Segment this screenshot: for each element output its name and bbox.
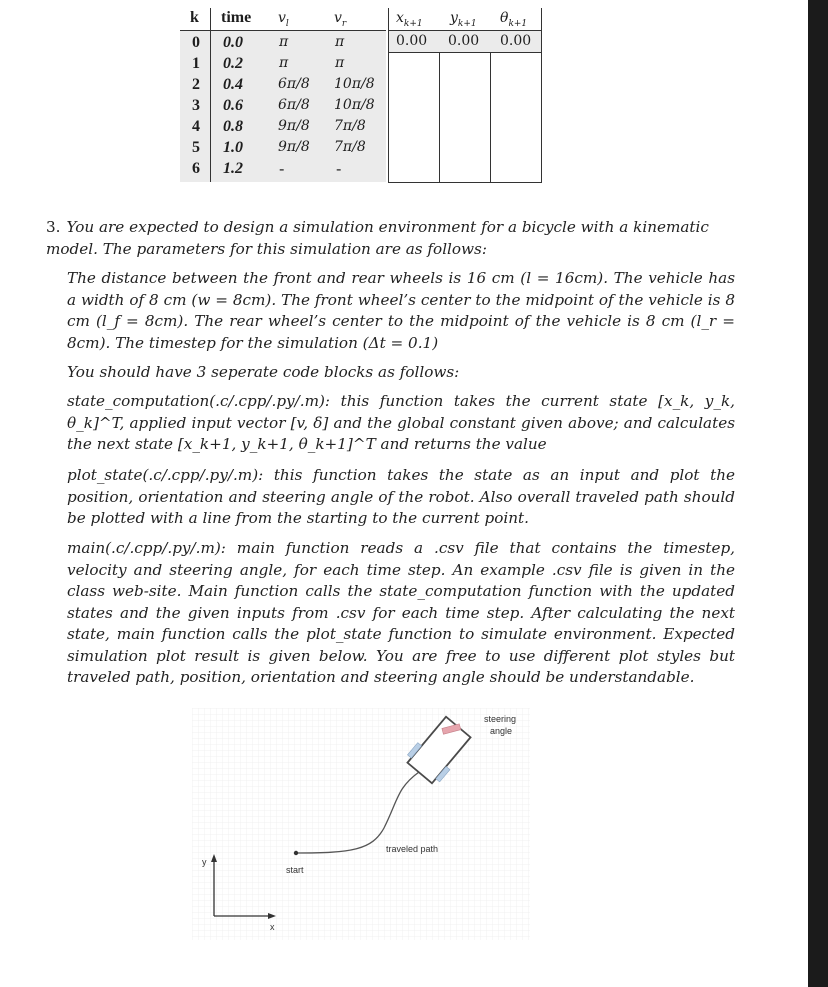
path-label: traveled path: [386, 844, 439, 854]
cell-k: 6: [192, 160, 200, 177]
cell-vl: π: [279, 34, 289, 50]
cell-time: 1.2: [223, 160, 243, 177]
table-bottom-rule: [388, 182, 542, 183]
cell-vr: -: [336, 159, 342, 178]
cell-vl: 9π/8: [278, 139, 310, 155]
state-divider-left: [388, 8, 389, 182]
question-intro-text: You are expected to design a simulation environment for a bicycle with a kinematic model. The parameters for this simulation are as follows:: [46, 218, 709, 258]
simulation-plot: [192, 708, 530, 940]
grid-background: [192, 708, 530, 940]
blocks-intro: You should have 3 seperate code blocks as follows:: [67, 363, 460, 381]
cell-vl: 6π/8: [278, 97, 310, 113]
cell-k: 4: [192, 118, 200, 135]
simulation-figure: [192, 708, 530, 940]
block-plot-state: plot_state(.c/.cpp/.py/.m): this function takes the state as an input and plot the position, orientation and steering angle of the robot. Also overall traveled path should be plotted with a line from the starting to the current point.: [67, 466, 735, 527]
cell-x: 0.00: [396, 33, 428, 49]
steering-label-line2: angle: [490, 726, 513, 736]
y-axis-label: y: [202, 857, 207, 867]
question-number: 3.: [46, 218, 61, 236]
cell-time: 0.4: [223, 76, 243, 93]
cell-time: 0.0: [223, 34, 243, 51]
start-point: [294, 851, 298, 855]
cell-vr: 10π/8: [334, 97, 375, 113]
cell-vr: 10π/8: [334, 76, 375, 92]
cell-time: 0.8: [223, 118, 243, 135]
cell-time: 0.2: [223, 55, 243, 72]
cell-k: 2: [192, 76, 200, 93]
cell-k: 5: [192, 139, 200, 156]
scrollbar[interactable]: [808, 0, 828, 987]
cell-time: 0.6: [223, 97, 243, 114]
row0-rule: [388, 52, 541, 53]
header-vr: $v_r$: [334, 10, 347, 29]
header-theta: $\theta_{k+1}$: [500, 10, 528, 29]
x-y-divider: [439, 52, 440, 182]
cell-vl: 9π/8: [278, 118, 310, 134]
start-label: start: [286, 865, 304, 875]
y-theta-divider: [490, 52, 491, 182]
header-time: time: [221, 9, 252, 26]
cell-vr: 7π/8: [334, 139, 366, 155]
cell-theta: 0.00: [500, 33, 532, 49]
cell-k: 3: [192, 97, 200, 114]
block-main: main(.c/.cpp/.py/.m): main function reads a .csv file that contains the timestep, velocity and steering angle, for each time step. An example .csv file is given in the class web-site. Main function calls the state_computation function with the updated states and the given inputs from .csv for each time step. After calculating the next state, main function calls the plot_state function to simulate environment. Expected simulation plot result is given below. You are free to use different plot styles but traveled path, position, orientation and steering angle should be understandable.: [67, 539, 735, 686]
state-divider-right: [541, 8, 542, 182]
header-y: $y_{k+1}$: [450, 10, 477, 29]
cell-vl: -: [279, 159, 285, 178]
cell-vl: π: [279, 55, 289, 71]
parameters-paragraph: The distance between the front and rear wheels is 16 cm (l = 16cm). The vehicle has a width of 8 cm (w = 8cm). The front wheel’s center to the midpoint of the vehicle is 8 cm (l_f = 8cm). The rear wheel’s center to the midpoint of the vehicle is 8 cm (l_r = 8cm). The timestep for the simulation (Δt = 0.1): [67, 269, 735, 352]
header-k: k: [190, 9, 199, 26]
steering-label-line1: steering: [484, 714, 517, 724]
header-vl: $v_l$: [278, 10, 289, 29]
cell-vr: π: [335, 34, 345, 50]
header-x: $x_{k+1}$: [396, 10, 423, 29]
block-state-computation: state_computation(.c/.cpp/.py/.m): this function takes the current state [x_k, y_k, θ_k]^T, applied input vector [v, δ] and the global constant given above; and calculates the next state [x_k+1, y_k+1, θ_k+1]^T and returns the value: [67, 392, 735, 453]
question-intro: [46, 217, 736, 260]
cell-vr: 7π/8: [334, 118, 366, 134]
cell-k: 1: [192, 55, 200, 72]
x-axis-label: x: [270, 922, 275, 932]
k-divider: [210, 8, 211, 182]
cell-vl: 6π/8: [278, 76, 310, 92]
cell-time: 1.0: [223, 139, 243, 156]
cell-vr: π: [335, 55, 345, 71]
cell-k: 0: [192, 34, 200, 51]
cell-y: 0.00: [448, 33, 480, 49]
